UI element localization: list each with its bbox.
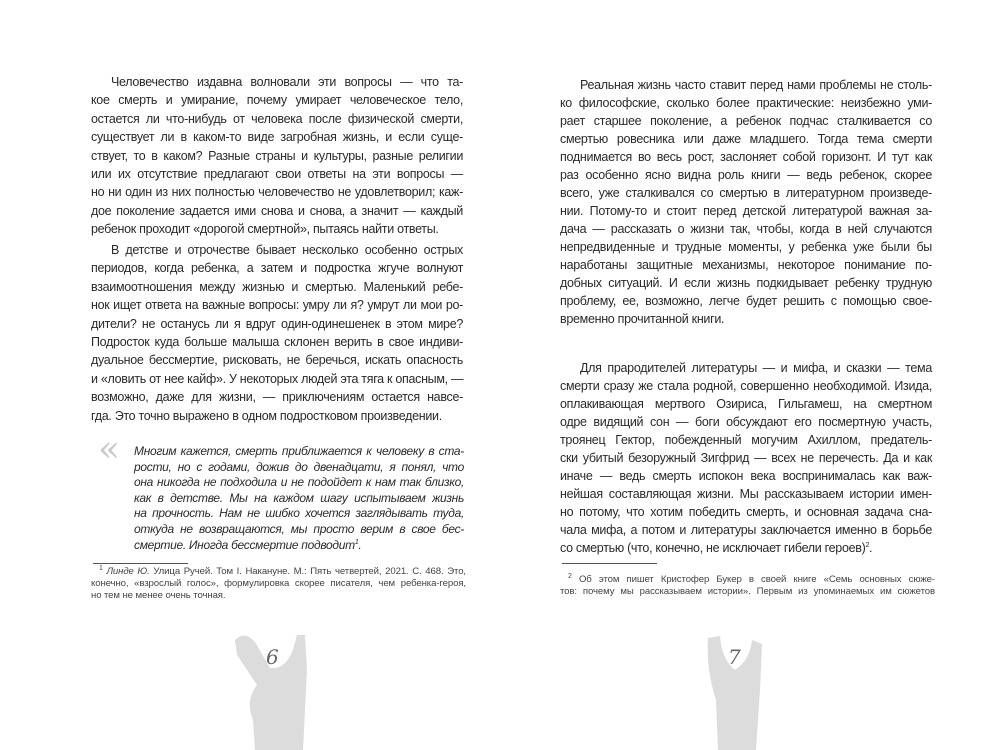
text-line-content: Для прародителей литературы — и мифа, и сказки — тема xyxy=(580,361,932,375)
text-line: со смертью (что, конечно, не исключает гибели героев)$^2$. xyxy=(560,541,873,555)
text-line-content: ребенок проходит «дорогой смертной», пытаясь найти ответы. xyxy=(91,222,439,237)
footnote-line: но тем не менее очень точная. xyxy=(91,590,226,601)
right-page xyxy=(500,0,1000,750)
text-line: смертие. Иногда бессмертие подводит$^1$. xyxy=(134,537,362,552)
text-line-content: или их отсутствие предлагают свои ответы на эти вопросы — xyxy=(91,166,463,181)
text-line xyxy=(91,220,463,238)
text-line-content: дача — рассказать о жизни так, чтобы, когда в ней случаются xyxy=(560,222,932,236)
text-line xyxy=(91,370,463,388)
text-line xyxy=(560,148,932,166)
footnote xyxy=(560,574,935,598)
text-line xyxy=(560,166,932,184)
footnote-divider xyxy=(93,563,188,564)
text-line-content: на прочность. Нам не шибко хочется заглядывать туда, xyxy=(134,506,464,521)
text-line-content: и «ловить от нее кайф». У некоторых людей эта тяга к опасным, — xyxy=(91,371,464,386)
text-line xyxy=(560,485,932,503)
text-line-content: раз особенно ясно видна роль книги — ведь ребенок, скорее xyxy=(560,168,932,182)
text-line-content: Подросток куда больше малыша склонен верить в свое индиви- xyxy=(91,334,463,349)
text-line-content: смертие. Иногда бессмертие подводит xyxy=(134,537,355,552)
footnote-divider xyxy=(562,563,657,564)
footnote-author: Линде Ю. xyxy=(106,566,150,577)
text-line-content: возможно, даже для жизни, — приключениям остается навсе- xyxy=(91,390,463,405)
text-line-content: Реальная жизнь часто ставит перед нами проблемы не столь- xyxy=(580,78,932,92)
footnote-reference: 2 xyxy=(865,541,870,549)
text-line xyxy=(560,130,932,148)
text-line-content: остается ли что-нибудь от человека после физической смерти, xyxy=(91,111,463,126)
text-line-content: непредвиденные и трудные моменты, у ребенка уже были бы xyxy=(560,240,932,254)
text-line xyxy=(560,112,932,130)
text-line-content: ко философские, сколько более практические: неизбежно уми- xyxy=(560,96,932,110)
text-line-content: откуда не возвращаются, мы просто верим в свое бес- xyxy=(134,521,464,536)
text-line xyxy=(560,521,932,539)
footnote-marker: 1 xyxy=(99,564,103,572)
text-line xyxy=(91,147,463,165)
text-line xyxy=(91,128,463,146)
text-line xyxy=(91,333,463,351)
text-line xyxy=(560,310,932,328)
text-line-content: ски убитый безоружный Зигфрид — всех не перечесть. Да и как xyxy=(560,451,932,465)
text-line-content: смертью ровесника или даже младшего. Тогда тема смерти xyxy=(560,132,932,146)
text-line-content: гда. Это точно выражено в одном подростковом произведении. xyxy=(91,408,442,423)
text-line-content: проблему, ее, возможно, легче будет решить с помощью свое- xyxy=(560,294,932,308)
footnote-line: конечно, «взрослый голос», формулировка скорее писателя, чем ребенка-героя, xyxy=(91,578,466,589)
text-line xyxy=(134,475,464,491)
text-line xyxy=(134,444,464,460)
text-line-content: смерти сразу же стала родной, совершенно необходимой. Изида, xyxy=(560,379,932,393)
footnote-line: Улица Ручей. Том I. Накануне. М.: Пять четвертей, 2021. С. 468. Это, xyxy=(149,566,466,577)
text-line xyxy=(560,220,932,238)
text-line-content: одре видящий сон — боги обсуждают его посмертную участь, xyxy=(560,415,932,429)
paragraph xyxy=(91,73,463,239)
text-line-content: Многим кажется, смерть приближается к человеку в ста- xyxy=(134,444,464,458)
text-line xyxy=(91,407,463,425)
text-line xyxy=(91,165,463,183)
text-line xyxy=(560,395,932,413)
quote-mark-icon: « xyxy=(98,429,121,470)
text-line xyxy=(91,296,463,314)
text-line-content: дуальное бессмертие, рисковать, не беречься, искать опасность xyxy=(91,353,463,368)
footnote-line: Об этом пишет Кристофер Букер в своей книге «Семь основных сюже- xyxy=(571,574,935,585)
footnote-reference: 1 xyxy=(354,538,359,546)
text-line-content: чала мифа, а потом и литературы заключается именно в борьбе xyxy=(560,523,932,537)
text-line xyxy=(91,278,463,296)
text-line-content: всего, уже сталкивался со смертью в литературном произведе- xyxy=(560,186,932,200)
text-line-content: существует ли в каком-то виде загробная жизнь, и если суще- xyxy=(91,130,463,145)
text-line xyxy=(91,91,463,109)
text-line-content: взаимоотношения между жизнью и смертью. Маленький ребе- xyxy=(91,279,463,294)
text-line-content: но ни один из них полностью человечество не удовлетворил; каж- xyxy=(91,185,463,200)
text-line xyxy=(91,351,463,369)
page-number: 6 xyxy=(266,645,279,669)
text-line-content: В детстве и отрочестве бывает несколько особенно острых xyxy=(111,243,463,257)
text-line-content: оплакивающая мертвого Озириса, Гильгамеш, на смертном xyxy=(560,397,932,411)
text-line-content: поднимается во весь рост, заслоняет собой горизонт. И тут как xyxy=(560,150,932,164)
footnote-line: тов: почему мы рассказываем истории». Первым из упоминаемых им сюжетов xyxy=(560,586,935,597)
text-line xyxy=(560,76,932,94)
text-line-content: нии. Потому-то и стоит перед детской литературой важная за- xyxy=(560,204,932,218)
text-line-content: но потому, что хотим победить смерть, и основная задача сна- xyxy=(560,505,932,519)
text-line-content: со смертью (что, конечно, не исключает гибели героев) xyxy=(560,541,866,555)
text-line-content: рает старшее поколение, а ребенок подчас сталкивается со xyxy=(560,114,932,128)
text-line xyxy=(91,73,463,91)
text-line xyxy=(560,413,932,431)
text-line xyxy=(560,94,932,112)
text-line xyxy=(560,202,932,220)
text-line-content: иначе — ведь смерть испокон века воспринималась как важ- xyxy=(560,469,932,483)
paragraph xyxy=(560,76,932,328)
text-line-content: временно прочитанной книги. xyxy=(560,312,725,326)
text-line-content: нейшая составляющая жизни. Мы рассказываем истории имен- xyxy=(560,487,932,501)
text-line xyxy=(91,241,463,259)
text-line xyxy=(560,238,932,256)
text-line xyxy=(134,522,464,538)
text-line-content: она никогда не подходила и не подойдет к нам так близко, xyxy=(134,475,464,490)
text-line xyxy=(560,467,932,485)
text-line-content: добных ситуаций. И если жизнь подкидывает ребенку трудную xyxy=(560,276,932,290)
paragraph xyxy=(560,359,932,557)
text-line xyxy=(560,377,932,395)
footnote xyxy=(91,566,466,602)
text-line-content: как в детстве. Мы на каждом шагу испытываем жизнь xyxy=(134,490,464,505)
text-line xyxy=(91,110,463,128)
text-line xyxy=(134,491,464,507)
text-line xyxy=(91,202,463,220)
paragraph xyxy=(91,241,463,425)
text-line-content: ствует, то в каком? Разные страны и культуры, разные религии xyxy=(91,148,463,163)
text-line xyxy=(560,449,932,467)
text-line xyxy=(91,183,463,201)
text-line xyxy=(560,256,932,274)
text-line-content: Человечество издавна волновали эти вопросы — что та- xyxy=(111,75,463,89)
text-line xyxy=(560,184,932,202)
text-line xyxy=(91,315,463,333)
text-line-content: рости, но с годами, дожив до двенадцати, я понял, что xyxy=(134,459,464,474)
text-line xyxy=(560,431,932,449)
footnote-marker: 2 xyxy=(568,572,572,580)
text-line xyxy=(91,259,463,277)
block-quote xyxy=(134,444,464,553)
text-line-content: наработаны защитные механизмы, некоторое понимание по- xyxy=(560,258,932,272)
text-line xyxy=(560,292,932,310)
text-line-content: периодов, когда ребенка, а затем и подростка жгуче волнуют xyxy=(91,261,463,276)
text-line-content: кое смерть и умирание, почему умирает человеческое тело, xyxy=(91,93,463,108)
text-line-content: дители? не останусь ли я вдруг один-одинешенек в этом мире? xyxy=(91,316,463,331)
text-line-content: нок ищет ответа на важные вопросы: умру ли я? умрут ли мои ро- xyxy=(91,298,463,313)
text-line xyxy=(134,460,464,476)
text-line xyxy=(560,274,932,292)
text-line xyxy=(560,359,932,377)
text-line-content: троянец Гектор, побежденный могучим Ахиллом, предатель- xyxy=(560,433,932,447)
page-number: 7 xyxy=(728,645,741,669)
text-line xyxy=(134,506,464,522)
text-line xyxy=(560,503,932,521)
text-line-content: дое поколение задается ими снова и снова, а значит — каждый xyxy=(91,203,463,218)
text-line xyxy=(91,388,463,406)
